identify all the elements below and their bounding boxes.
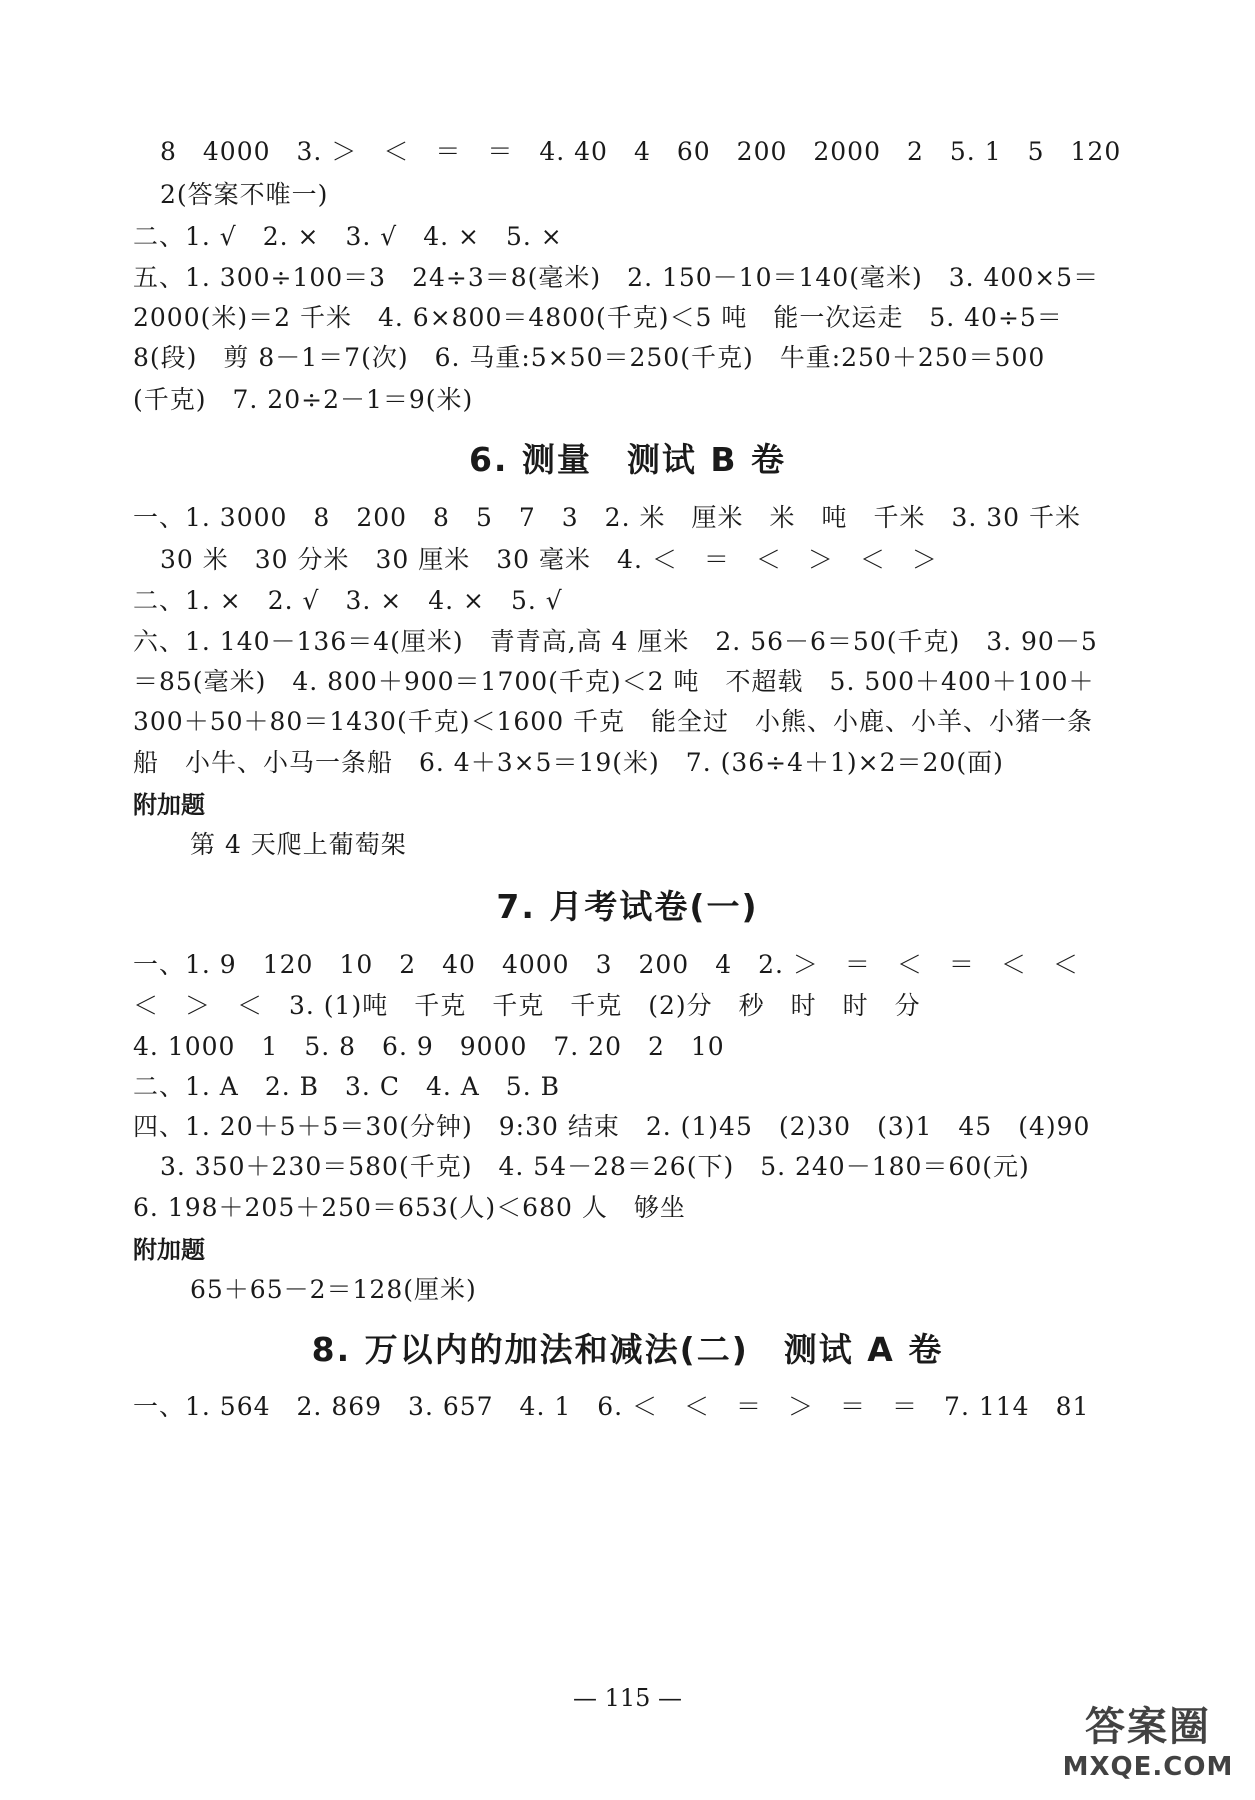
answer-line: 一、1. 3000 8 200 8 5 7 3 2. 米 厘米 米 吨 千米 3. 30 千米 — [133, 503, 1082, 532]
answer-line: 4. 1000 1 5. 8 6. 9 9000 7. 20 2 10 — [133, 1032, 725, 1061]
extra-question-label: 附加题 — [133, 791, 205, 819]
section-heading: 7. 月考试卷(一) — [496, 887, 759, 926]
answer-line: 65＋65－2＝128(厘米) — [190, 1275, 477, 1304]
answer-line: 五、1. 300÷100＝3 24÷3＝8(毫米) 2. 150－10＝140(毫米) 3. 400×5＝ — [133, 263, 1100, 292]
answer-line: 六、1. 140－136＝4(厘米) 青青高,高 4 厘米 2. 56－6＝50(千克) 3. 90－5 — [133, 627, 1098, 656]
answer-line: 8 4000 3. ＞ ＜ ＝ ＝ 4. 40 4 60 200 2000 2 5. 1 5 120 — [160, 137, 1122, 166]
page-number: — 115 — — [572, 1684, 683, 1712]
answer-line: 8(段) 剪 8－1＝7(次) 6. 马重:5×50＝250(千克) 牛重:250＋250＝500 — [133, 343, 1046, 372]
answer-line: 300＋50＋80＝1430(千克)＜1600 千克 能全过 小熊、小鹿、小羊、小猪一条 — [133, 707, 1094, 736]
section-heading: 6. 测量 测试 B 卷 — [468, 440, 787, 479]
answer-line: 四、1. 20＋5＋5＝30(分钟) 9:30 结束 2. (1)45 (2)30 (3)1 45 (4)90 — [133, 1112, 1091, 1141]
answer-line: 一、1. 564 2. 869 3. 657 4. 1 6. ＜ ＜ ＝ ＞ ＝ ＝ 7. 114 81 — [133, 1392, 1090, 1421]
answer-line: 30 米 30 分米 30 厘米 30 毫米 4. ＜ ＝ ＜ ＞ ＜ ＞ — [160, 545, 938, 574]
section-heading: 8. 万以内的加法和减法(二) 测试 A 卷 — [311, 1330, 944, 1369]
answer-line: ＜ ＞ ＜ 3. (1)吨 千克 千克 千克 (2)分 秒 时 时 分 — [133, 991, 921, 1020]
answer-line: 船 小牛、小马一条船 6. 4＋3×5＝19(米) 7. (36÷4＋1)×2＝20(面) — [133, 748, 1004, 777]
answer-line: 一、1. 9 120 10 2 40 4000 3 200 4 2. ＞ ＝ ＜ ＝ ＜ ＜ — [133, 950, 1079, 979]
watermark-bottom-text: MXQE.COM — [1062, 1752, 1234, 1782]
watermark-top-text: 答案圈 — [1085, 1704, 1211, 1750]
answer-line: 3. 350＋230＝580(千克) 4. 54－28＝26(下) 5. 240－180＝60(元) — [160, 1152, 1030, 1181]
answer-line: 2(答案不唯一) — [160, 180, 329, 209]
answer-line: 2000(米)＝2 千米 4. 6×800＝4800(千克)＜5 吨 能一次运走 5. 40÷5＝ — [133, 303, 1063, 332]
answer-line: 二、1. √ 2. × 3. √ 4. × 5. × — [133, 222, 563, 251]
answer-line: 二、1. A 2. B 3. C 4. A 5. B — [133, 1072, 560, 1101]
answer-line: ＝85(毫米) 4. 800＋900＝1700(千克)＜2 吨 不超载 5. 500＋400＋100＋ — [133, 667, 1095, 696]
answer-line: 6. 198＋205＋250＝653(人)＜680 人 够坐 — [133, 1193, 686, 1222]
answer-line: 二、1. × 2. √ 3. × 4. × 5. √ — [133, 586, 563, 615]
answer-line: (千克) 7. 20÷2－1＝9(米) — [133, 385, 474, 414]
answer-line: 第 4 天爬上葡萄架 — [190, 830, 407, 859]
site-watermark-logo — [1053, 1702, 1243, 1794]
extra-question-label: 附加题 — [133, 1236, 205, 1264]
